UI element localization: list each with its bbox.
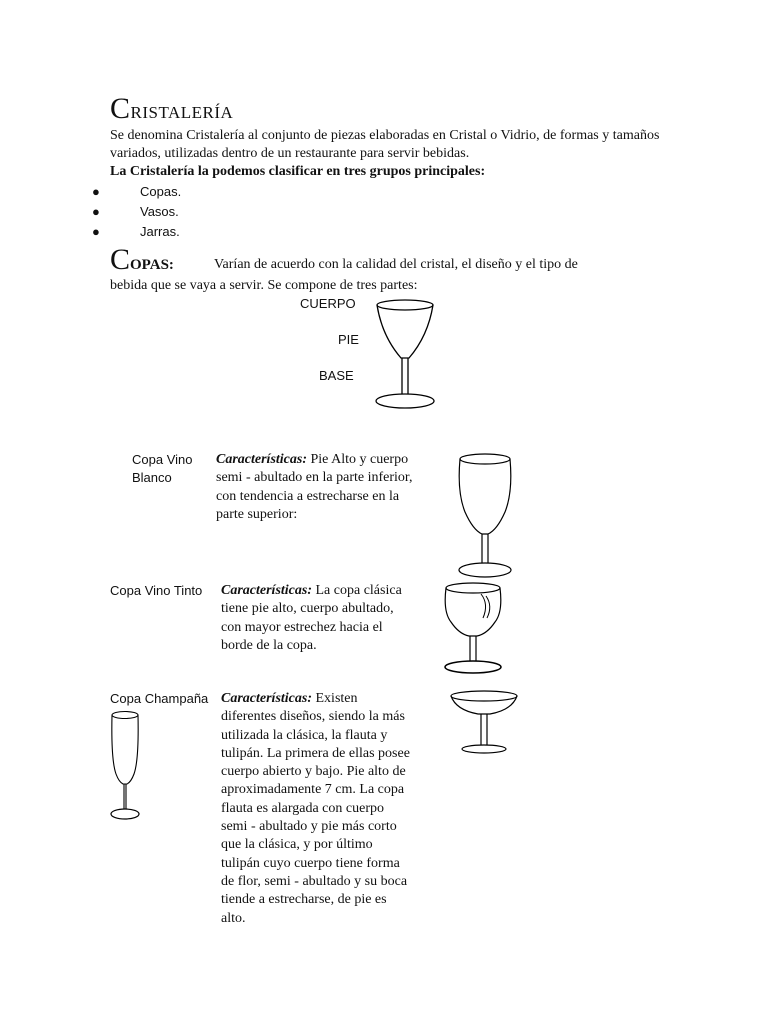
label-cuerpo: CUERPO xyxy=(300,296,356,311)
groups-list xyxy=(92,182,182,242)
list-item: ● Copas. xyxy=(110,182,181,202)
label-pie: PIE xyxy=(338,332,359,347)
champagne-flute-icon xyxy=(108,710,142,822)
item-desc-champana: Características: Existen diferentes diseños, siendo la más utilizada la clásica, la flauta y tulipán. La primera de ellas posee cuerpo abierto y bajo. Pie alto de aproximadamente 7 cm. La copa flauta es alargada con cuerpo semi - abultado y pie más corto que la clásica, y por último tulipán cuyo cuerpo tiene forma de flor, semi - abultado y su boca tiende a estrecharse, de pie es alto. xyxy=(221,691,410,926)
item-desc-vino-blanco: Características: Pie Alto y cuerpo semi - abultado en la parte inferior, con tendencia a estrecharse en la parte superior: xyxy=(216,452,413,522)
bullet-icon: ● xyxy=(92,224,100,239)
item-name-champana: Copa Champaña xyxy=(110,691,209,706)
copas-heading: COPAS: xyxy=(110,243,174,276)
white-wine-glass-icon xyxy=(455,452,515,580)
list-item: ● Vasos. xyxy=(110,202,181,222)
classify-heading: La Cristalería la podemos clasificar en tres grupos principales: xyxy=(110,164,486,179)
intro-paragraph: Se denomina Cristalería al conjunto de piezas elaboradas en Cristal o Vidrio, de formas y tamaños variados, utilizadas dentro de un restaurante para servir bebidas. xyxy=(110,128,660,161)
item-name-vino-blanco: Copa Vino Blanco xyxy=(132,452,193,485)
label-base: BASE xyxy=(319,368,354,383)
bullet-icon: ● xyxy=(92,184,100,199)
item-desc-vino-tinto: Características: La copa clásica tiene pie alto, cuerpo abultado, con mayor estrechez hacia el borde de la copa. xyxy=(221,583,402,653)
champagne-coupe-icon xyxy=(448,688,520,756)
bullet-icon: ● xyxy=(92,204,100,219)
list-item: ● Jarras. xyxy=(110,222,181,242)
item-name-vino-tinto: Copa Vino Tinto xyxy=(110,583,203,598)
copas-description-line1: Varían de acuerdo con la calidad del cristal, el diseño y el tipo de xyxy=(214,257,578,272)
red-wine-glass-icon xyxy=(441,582,505,676)
copas-description-line2: bebida que se vaya a servir. Se compone de tres partes: xyxy=(110,278,418,293)
page-title: CRISTALERÍA xyxy=(110,92,234,125)
glass-parts-icon xyxy=(370,296,440,414)
